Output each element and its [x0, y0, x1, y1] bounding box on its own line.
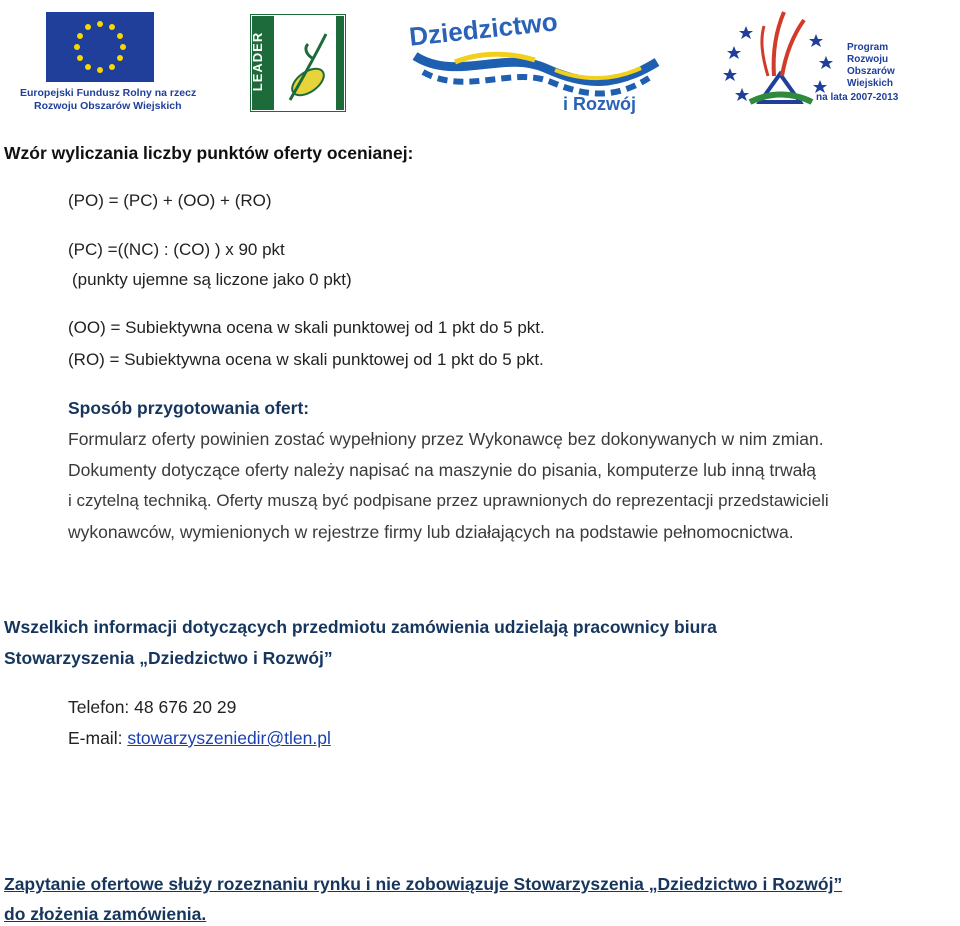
- formula-line-2: (PC) =((NC) : (CO) ) x 90 pkt: [68, 240, 285, 259]
- contact-phone: Telefon: 48 676 20 29: [68, 697, 237, 717]
- contact-heading-line-2: Stowarzyszenia „Dziedzictwo i Rozwój”: [4, 648, 333, 668]
- contact-email-link[interactable]: stowarzyszeniedir@tlen.pl: [127, 728, 331, 748]
- formula-heading: Wzór wyliczania liczby punktów oferty ocenianej:: [4, 143, 414, 163]
- eu-caption-line2: Rozwoju Obszarów Wiejskich: [34, 100, 182, 112]
- formula-line-5: (RO) = Subiektywna ocena w skali punktowej od 1 pkt do 5 pkt.: [68, 350, 544, 369]
- eu-caption-line1: Europejski Fundusz Rolny na rzecz: [20, 87, 197, 99]
- eu-logo: [20, 12, 197, 112]
- preparation-heading: Sposób przygotowania ofert:: [68, 398, 310, 418]
- prow-line2: Rozwoju: [847, 54, 889, 65]
- formula-line-1: (PO) = (PC) + (OO) + (RO): [68, 191, 272, 210]
- contact-email-label: E-mail:: [68, 728, 128, 748]
- prow-line4: Wiejskich: [847, 78, 894, 89]
- preparation-line-3: i czytelną techniką. Oferty muszą być podpisane przez uprawnionych do reprezentacji przedstawicieli: [68, 491, 829, 510]
- preparation-line-4: wykonawców, wymienionych w rejestrze firmy lub działających na podstawie pełnomocnictwa.: [68, 522, 794, 542]
- dziedzictwo-subtitle: i Rozwój: [563, 94, 636, 114]
- footer-line-1: Zapytanie ofertowe służy rozeznaniu rynku i nie zobowiązuje Stowarzyszenia „Dziedzictwo i Rozwój”: [4, 874, 843, 894]
- dziedzictwo-logo: [395, 6, 665, 118]
- leader-logo: [250, 14, 346, 112]
- prow-line3: Obszarów: [847, 66, 895, 77]
- contact-heading-line-1: Wszelkich informacji dotyczących przedmiotu zamówienia udzielają pracownicy biura: [4, 617, 717, 637]
- contact-email-row: [68, 728, 331, 749]
- dziedzictwo-title: Dziedzictwo: [407, 6, 559, 52]
- prow-line5: na lata 2007-2013: [816, 92, 899, 103]
- preparation-line-2: Dokumenty dotyczące oferty należy napisać na maszynie do pisania, komputerze lub inną trwałą: [68, 460, 817, 480]
- prow-logo: [720, 6, 910, 116]
- footer-line-2: do złożenia zamówienia.: [4, 904, 207, 924]
- leader-text: LEADER: [250, 31, 266, 92]
- formula-line-3: (punkty ujemne są liczone jako 0 pkt): [72, 270, 352, 289]
- eu-flag-icon: [46, 12, 154, 82]
- formula-line-4: (OO) = Subiektywna ocena w skali punktowej od 1 pkt do 5 pkt.: [68, 318, 545, 337]
- preparation-line-1: Formularz oferty powinien zostać wypełniony przez Wykonawcę bez dokonywanych w nim zmian.: [68, 429, 824, 449]
- prow-line1: Program: [847, 42, 889, 53]
